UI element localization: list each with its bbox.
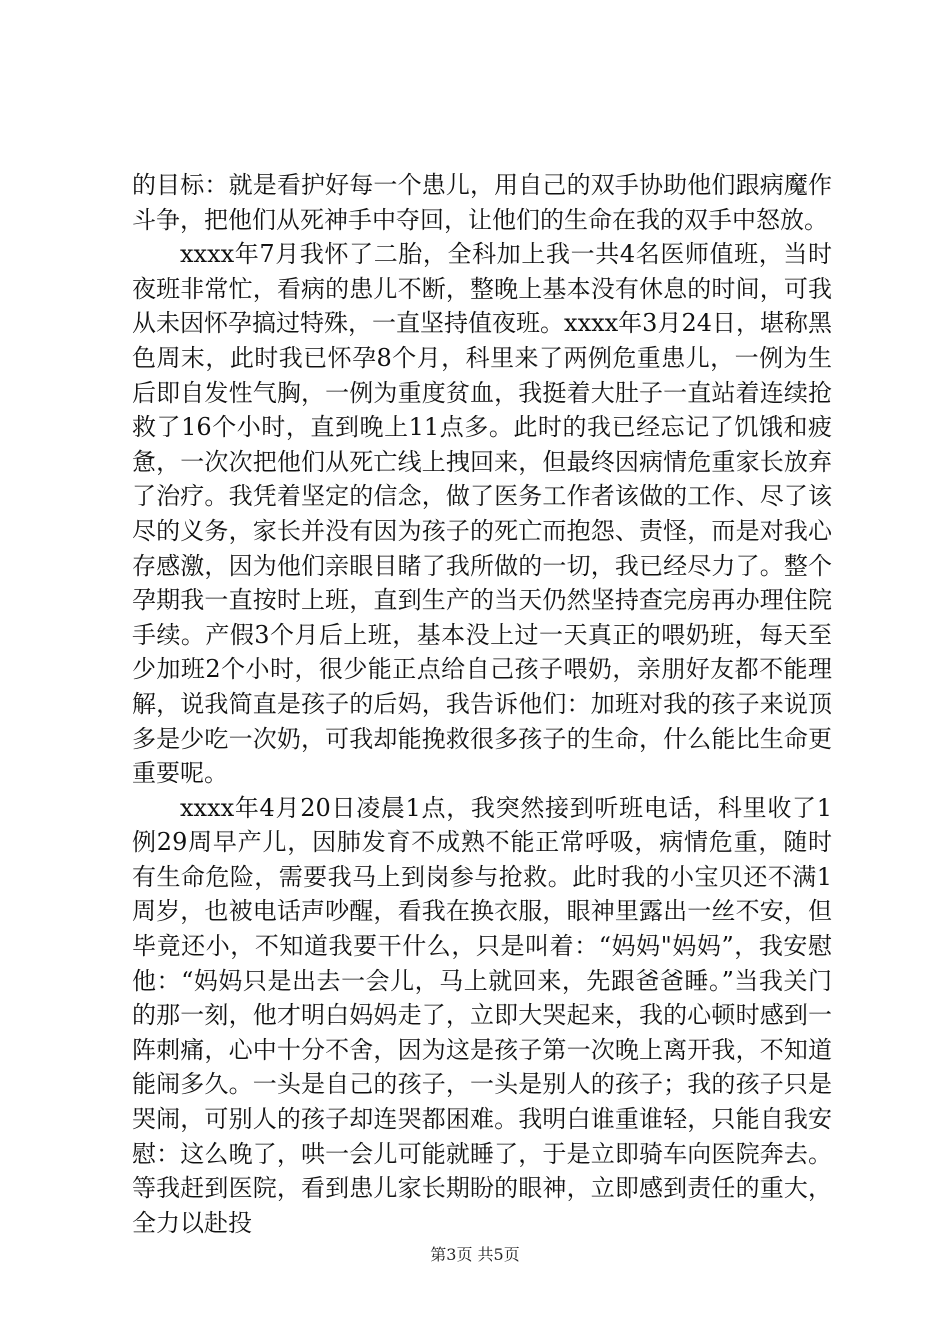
paragraph-3: xxxx年4月20日凌晨1点，我突然接到听班电话，科里收了1例29周早产儿，因肺发育不成熟不能正常呼吸，病情危重，随时有生命危险，需要我马上到岗参与抢救。此时我的小宝贝还不满1周岁，也被电话声吵醒，看我在换衣服，眼神里露出一丝不安，但毕竟还小，不知道我要干什么，只是叫着：“妈妈"妈妈”，我安慰他：“妈妈只是出去一会儿，马上就回来，先跟爸爸睡。”当我关门的那一刻，他才明白妈妈走了，立即大哭起来，我的心顿时感到一阵刺痛，心中十分不舍，因为这是孩子第一次晚上离开我，不知道能闹多久。一头是自己的孩子，一头是别人的孩子；我的孩子只是哭闹，可别人的孩子却连哭都困难。我明白谁重谁轻，只能自我安慰：这么晚了，哄一会儿可能就睡了，于是立即骑车向医院奔去。等我赶到医院，看到患儿家长期盼的眼神，立即感到责任的重大，全力以赴投 — [132, 793, 832, 1237]
paragraph-2: xxxx年7月我怀了二胎，全科加上我一共4名医师值班，当时夜班非常忙，看病的患儿不断，整晚上基本没有休息的时间，可我从未因怀孕搞过特殊，一直坚持值夜班。xxxx年3月24日，堪称黑色周末，此时我已怀孕8个月，科里来了两例危重患儿，一例为生后即自发性气胸，一例为重度贫血，我挺着大肚子一直站着连续抢救了16个小时，直到晚上11点多。此时的我已经忘记了饥饿和疲惫，一次次把他们从死亡线上拽回来，但最终因病情危重家长放弃了治疗。我凭着坚定的信念，做了医务工作者该做的工作、尽了该尽的义务，家长并没有因为孩子的死亡而抱怨、责怪，而是对我心存感激，因为他们亲眼目睹了我所做的一切，我已经尽力了。整个孕期我一直按时上班，直到生产的当天仍然坚持查完房再办理住院手续。产假3个月后上班，基本没上过一天真正的喂奶班，每天至少加班2个小时，很少能正点给自己孩子喂奶，亲朋好友都不能理解，说我简直是孩子的后妈，我告诉他们：加班对我的孩子来说顶多是少吃一次奶，可我却能挽救很多孩子的生命，什么能比生命更重要呢。 — [132, 240, 832, 788]
page-footer: 第3页 共5页 — [430, 1245, 520, 1264]
paragraph-1: 的目标：就是看护好每一个患儿，用自己的双手协助他们跟病魔作斗争，把他们从死神手中夺回，让他们的生命在我的双手中怒放。 — [132, 171, 832, 234]
document-body — [132, 168, 832, 1240]
